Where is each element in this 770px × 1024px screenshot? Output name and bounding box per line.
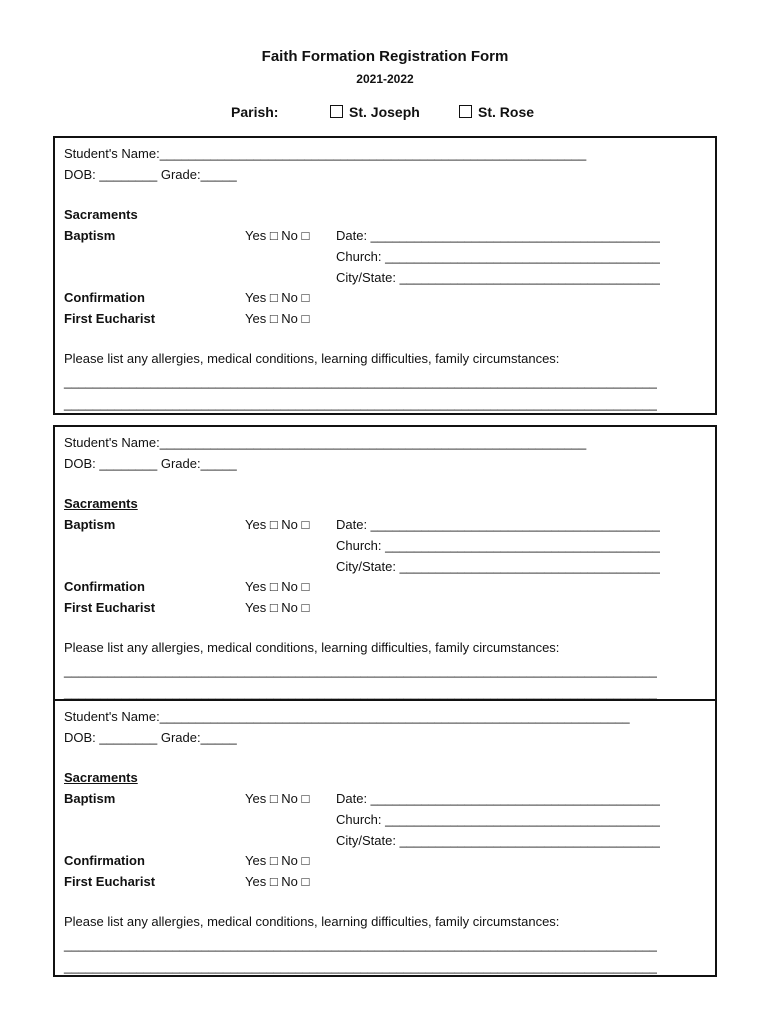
form-year: 2021-2022 (356, 72, 414, 86)
student-name-field[interactable]: Student's Name:___________________________________________________________ (64, 146, 587, 161)
parish-option-st-joseph[interactable] (330, 104, 420, 120)
parish-option-label: St. Joseph (349, 104, 420, 120)
first-eucharist-label: First Eucharist (64, 311, 156, 326)
student-block-2 (53, 425, 717, 701)
allergies-line-1[interactable]: __________________________________________________________________________________ (64, 374, 657, 389)
baptism-date-field[interactable]: Date: ________________________________________ (336, 228, 660, 243)
baptism-city-state-field[interactable]: City/State: ____________________________________ (336, 559, 660, 574)
baptism-date-field[interactable]: Date: ________________________________________ (336, 791, 660, 806)
baptism-church-field[interactable]: Church: ______________________________________ (336, 538, 660, 553)
baptism-church-field[interactable]: Church: ______________________________________ (336, 812, 660, 827)
student-name-field[interactable]: Student's Name:___________________________________________________________ (64, 435, 587, 450)
student-block-3 (53, 699, 717, 977)
baptism-yes-no[interactable]: Yes □ No □ (245, 791, 310, 806)
sacraments-heading: Sacraments (64, 496, 138, 511)
dob-grade-field[interactable]: DOB: ________ Grade:_____ (64, 730, 237, 745)
confirmation-label: Confirmation (64, 579, 145, 594)
student-block-1 (53, 136, 717, 415)
baptism-church-field[interactable]: Church: ______________________________________ (336, 249, 660, 264)
student-name-field[interactable]: Student's Name:_________________________________________________________________ (64, 709, 630, 724)
sacraments-heading: Sacraments (64, 207, 138, 222)
sacraments-heading: Sacraments (64, 770, 138, 785)
allergies-line-2[interactable]: __________________________________________________________________________________ (64, 959, 657, 974)
first-eucharist-yes-no[interactable]: Yes □ No □ (245, 600, 310, 615)
dob-grade-field[interactable]: DOB: ________ Grade:_____ (64, 456, 237, 471)
confirmation-yes-no[interactable]: Yes □ No □ (245, 290, 310, 305)
confirmation-label: Confirmation (64, 290, 145, 305)
allergies-prompt: Please list any allergies, medical conditions, learning difficulties, family circumstances: (64, 351, 560, 366)
checkbox-icon[interactable] (459, 105, 472, 118)
allergies-line-1[interactable]: __________________________________________________________________________________ (64, 663, 657, 678)
baptism-city-state-field[interactable]: City/State: ____________________________________ (336, 833, 660, 848)
baptism-label: Baptism (64, 228, 116, 243)
baptism-label: Baptism (64, 517, 116, 532)
first-eucharist-yes-no[interactable]: Yes □ No □ (245, 311, 310, 326)
form-title: Faith Formation Registration Form (261, 48, 509, 65)
allergies-prompt: Please list any allergies, medical conditions, learning difficulties, family circumstances: (64, 914, 560, 929)
first-eucharist-yes-no[interactable]: Yes □ No □ (245, 874, 310, 889)
parish-label: Parish: (231, 104, 279, 120)
baptism-date-field[interactable]: Date: ________________________________________ (336, 517, 660, 532)
allergies-line-1[interactable]: __________________________________________________________________________________ (64, 937, 657, 952)
first-eucharist-label: First Eucharist (64, 600, 156, 615)
confirmation-yes-no[interactable]: Yes □ No □ (245, 853, 310, 868)
confirmation-label: Confirmation (64, 853, 145, 868)
dob-grade-field[interactable]: DOB: ________ Grade:_____ (64, 167, 237, 182)
parish-option-st-rose[interactable] (459, 104, 534, 120)
baptism-yes-no[interactable]: Yes □ No □ (245, 517, 310, 532)
allergies-prompt: Please list any allergies, medical conditions, learning difficulties, family circumstances: (64, 640, 560, 655)
allergies-line-2[interactable]: __________________________________________________________________________________ (64, 685, 657, 700)
baptism-label: Baptism (64, 791, 116, 806)
baptism-yes-no[interactable]: Yes □ No □ (245, 228, 310, 243)
confirmation-yes-no[interactable]: Yes □ No □ (245, 579, 310, 594)
baptism-city-state-field[interactable]: City/State: ____________________________________ (336, 270, 660, 285)
allergies-line-2[interactable]: __________________________________________________________________________________ (64, 396, 657, 411)
checkbox-icon[interactable] (330, 105, 343, 118)
first-eucharist-label: First Eucharist (64, 874, 156, 889)
parish-option-label: St. Rose (478, 104, 535, 120)
